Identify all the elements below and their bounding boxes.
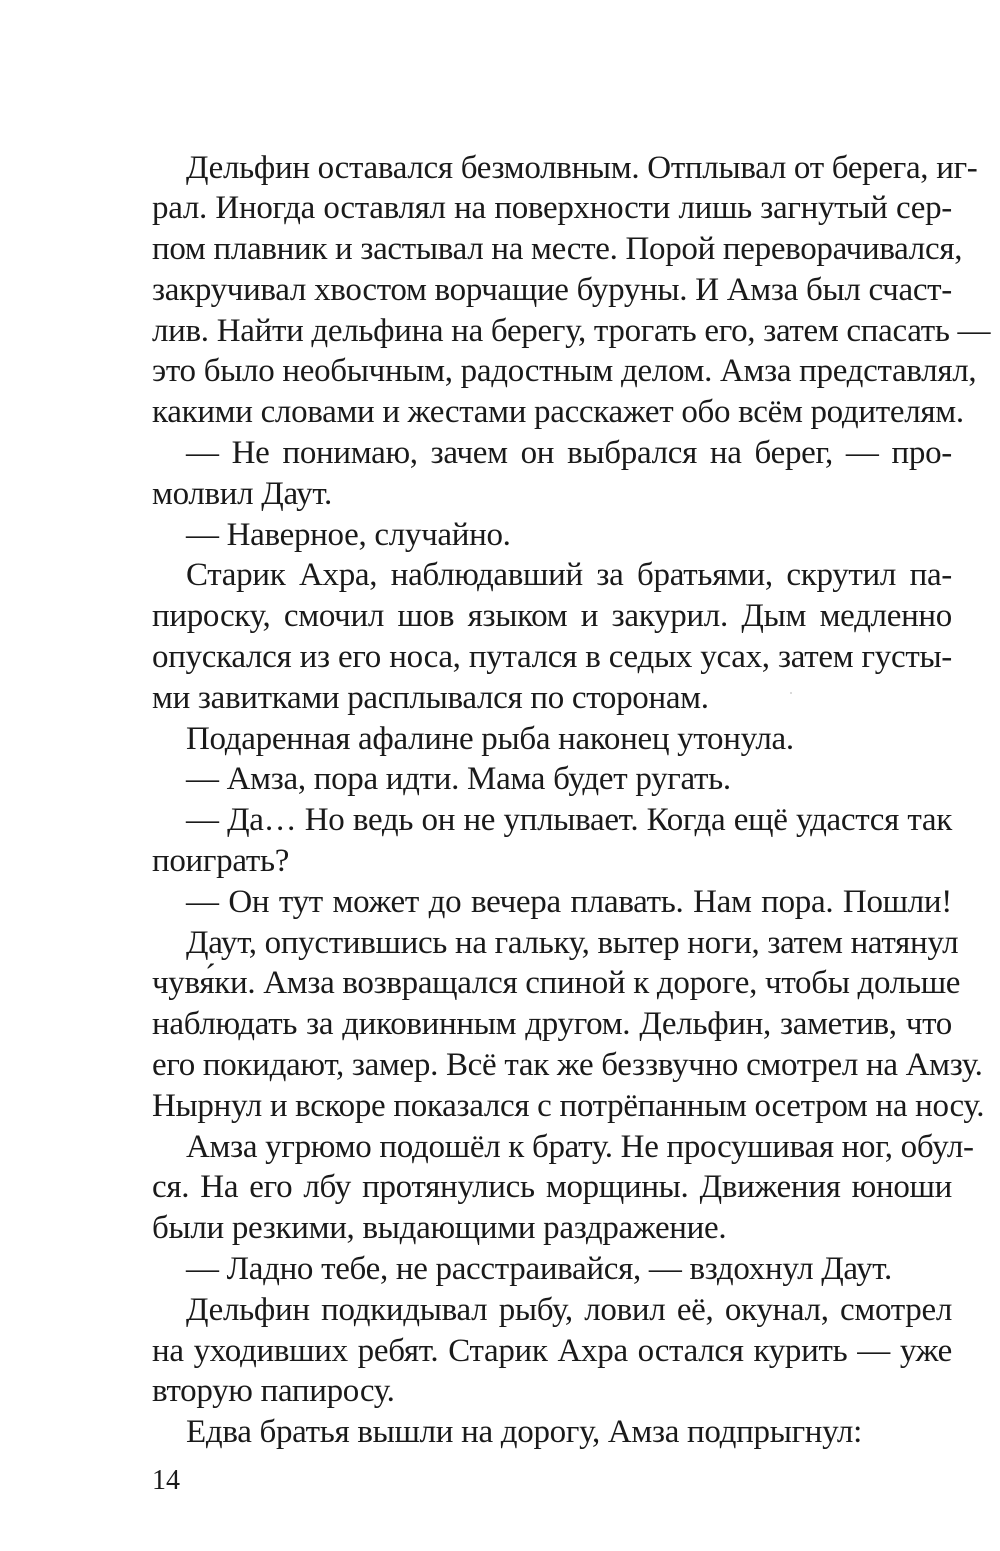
text-line: поиграть? <box>152 843 290 879</box>
text-line: ми завитками расплывался по сторонам. <box>152 680 709 716</box>
text-line: — Да… Но ведь он не уплывает. Когда ещё удастся так <box>186 802 952 838</box>
text-line: Амза угрюмо подошёл к брату. Не просушивая ног, обул- <box>186 1129 974 1165</box>
text-line: пироску, смочил шов языком и закурил. Дым медленно <box>152 598 952 634</box>
text-line: — Он тут может до вечера плавать. Нам пора. Пошли! <box>186 884 952 920</box>
text-line: его покидают, замер. Всё так же беззвучно смотрел на Амзу. <box>152 1047 983 1083</box>
text-line: чувя́ки. Амза возвращался спиной к дороге, чтобы дольше <box>152 965 961 1001</box>
print-speck <box>790 692 792 694</box>
text-line: Дельфин подкидывал рыбу, ловил её, окунал, смотрел <box>186 1292 952 1328</box>
text-line: вторую папиросу. <box>152 1373 395 1409</box>
text-line: — Не понимаю, зачем он выбрался на берег, — про- <box>186 435 952 471</box>
text-line: закручивал хвостом ворчащие буруны. И Амза был счаст- <box>152 272 952 308</box>
text-line: Даут, опустившись на гальку, вытер ноги, затем натянул <box>186 925 959 961</box>
text-line: лив. Найти дельфина на берегу, трогать его, затем спасать — <box>152 313 991 349</box>
text-line: какими словами и жестами расскажет обо всём родителям. <box>152 394 964 430</box>
text-line: Подаренная афалине рыба наконец утонула. <box>186 721 794 757</box>
text-line: — Наверное, случайно. <box>186 517 511 553</box>
text-line: на уходивших ребят. Старик Ахра остался курить — уже <box>152 1333 952 1369</box>
page-number: 14 <box>152 1465 180 1496</box>
text-line: наблюдать за диковинным другом. Дельфин, заметив, что <box>152 1006 952 1042</box>
text-line: это было необычным, радостным делом. Амза представлял, <box>152 353 977 389</box>
text-line: опускался из его носа, путался в седых усах, затем густы- <box>152 639 952 675</box>
text-line: Едва братья вышли на дорогу, Амза подпрыгнул: <box>186 1414 862 1450</box>
text-line: были резкими, выдающими раздражение. <box>152 1210 727 1246</box>
text-line: Дельфин оставался безмолвным. Отплывал от берега, иг- <box>186 150 978 186</box>
text-line: — Ладно тебе, не расстраивайся, — вздохнул Даут. <box>186 1251 892 1287</box>
text-line: Старик Ахра, наблюдавший за братьями, скрутил па- <box>186 557 952 593</box>
text-line: рал. Иногда оставлял на поверхности лишь загнутый сер- <box>152 190 952 226</box>
text-line: — Амза, пора идти. Мама будет ругать. <box>186 761 731 797</box>
text-line: ся. На его лбу протянулись морщины. Движения юноши <box>152 1169 952 1205</box>
text-line: молвил Даут. <box>152 476 332 512</box>
text-line: пом плавник и застывал на месте. Порой переворачивался, <box>152 231 963 267</box>
text-line: Нырнул и вскоре показался с потрёпанным осетром на носу. <box>152 1088 985 1124</box>
